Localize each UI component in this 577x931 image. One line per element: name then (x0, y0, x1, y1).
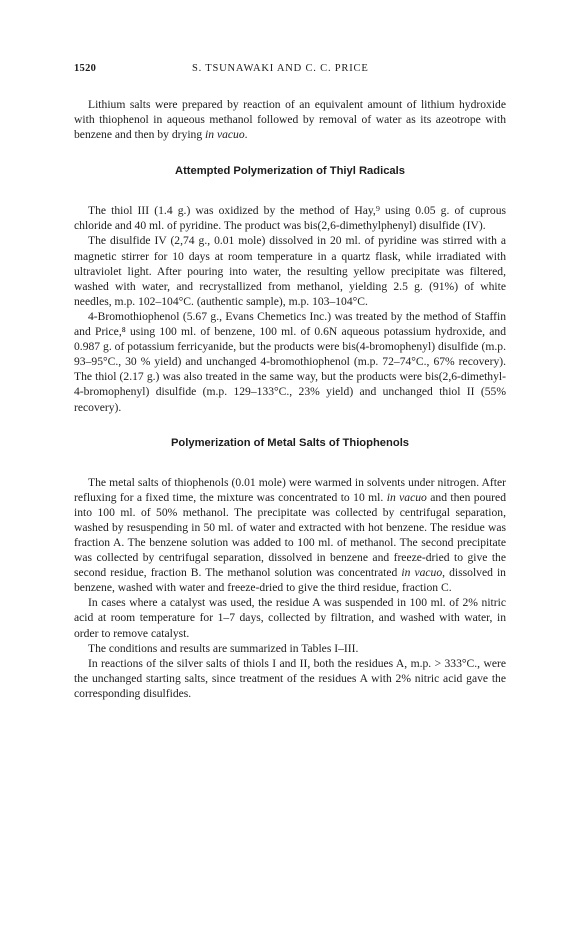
metal-paragraph-3: The conditions and results are summarized in Tables I–III. (88, 641, 359, 655)
intro-italic: in vacuo (205, 128, 245, 142)
metal-paragraph-1 (74, 475, 506, 596)
metal-p1-italic-2: in vacuo (401, 566, 443, 580)
page-number: 1520 (74, 63, 97, 74)
metal-p1-part-b: and then poured into 100 ml. of 50% methanol. The precipitate was collected by centrifugal separation, washed by resuspending in 50 ml. of water and extracted with hot benzene. The residue was fraction A. The benzene solution was added to 100 ml. of methanol. The second precipitate was collected by centrifugal separation, dissolved in benzene and freeze-dried to give the second residue, fraction B. The methanol solution was concentrated (74, 490, 506, 580)
intro-paragraph (74, 97, 506, 142)
thiyl-paragraph-2: The disulfide IV (2,74 g., 0.01 mole) dissolved in 20 ml. of pyridine was stirred with a magnetic stirrer for 10 days at room temperature in a quartz flask, while irradiated with ultraviolet light. After pouring into water, the resulting yellow precipitate was filtered, washed with water, and recrystallized from methanol, yielding 2.5 g. (91%) of white needles, m.p. 102–104°C. (authentic sample), m.p. 103–104°C. (74, 234, 506, 308)
metal-p1-part-c: , dissolved in benzene, washed with water and freeze-dried to give the third residue, fraction C. (74, 566, 506, 595)
journal-page (74, 63, 506, 701)
section-heading-thiyl: Attempted Polymerization of Thiyl Radicals (174, 165, 405, 178)
metal-paragraph-4: In reactions of the silver salts of thiols I and II, both the residues A, m.p. > 333°C., were the unchanged starting salts, since treatment of the residues A with 2% nitric acid gave the corresponding disulfides. (74, 656, 506, 700)
intro-end: . (244, 128, 248, 142)
intro-text: Lithium salts were prepared by reaction of an equivalent amount of lithium hydroxide with thiophenol in aqueous methanol followed by removal of water as its azeotrope with benzene and then by drying (74, 98, 506, 142)
thiyl-paragraph-1: The thiol III (1.4 g.) was oxidized by the method of Hay,⁹ using 0.05 g. of cuprous chloride and 40 ml. of pyridine. The product was bis(2,6-dimethylphenyl) disulfide (IV). (74, 204, 506, 233)
page-header (74, 63, 506, 77)
metal-p1-italic-1: in vacuo (386, 490, 427, 504)
section-heading-metal-salts: Polymerization of Metal Salts of Thiophenols (170, 436, 410, 449)
running-head: S. TSUNAWAKI AND C. C. PRICE (192, 63, 369, 74)
metal-p1-part-a: The metal salts of thiophenols (0.01 mole) were warmed in solvents under nitrogen. After refluxing for a fixed time, the mixture was concentrated to 10 ml. (74, 475, 506, 504)
thiyl-paragraph-3: 4-Bromothiophenol (5.67 g., Evans Chemetics Inc.) was treated by the method of Staffin and Price,⁸ using 100 ml. of benzene, 100 ml. of 0.6N aqueous potassium hydroxide, and 0.987 g. of potassium ferricyanide, but the products were bis(4-bromophenyl) disulfide (m.p. 93–95°C., 30 % yield) and unchanged 4-bromothiophenol (m.p. 72–74°C., 67% recovery). The thiol (2.17 g.) was also treated in the same way, but the products were bis(2,6-dimethyl-4-bromophenyl) disulfide (m.p. 129–133°C., 23% yield) and unchanged thiol II (55% recovery). (74, 309, 506, 414)
metal-paragraph-2: In cases where a catalyst was used, the residue A was suspended in 100 ml. of 2% nitric acid at room temperature for 1–7 days, collected by filtration, and washed with water, in order to remove catalyst. (74, 596, 506, 640)
